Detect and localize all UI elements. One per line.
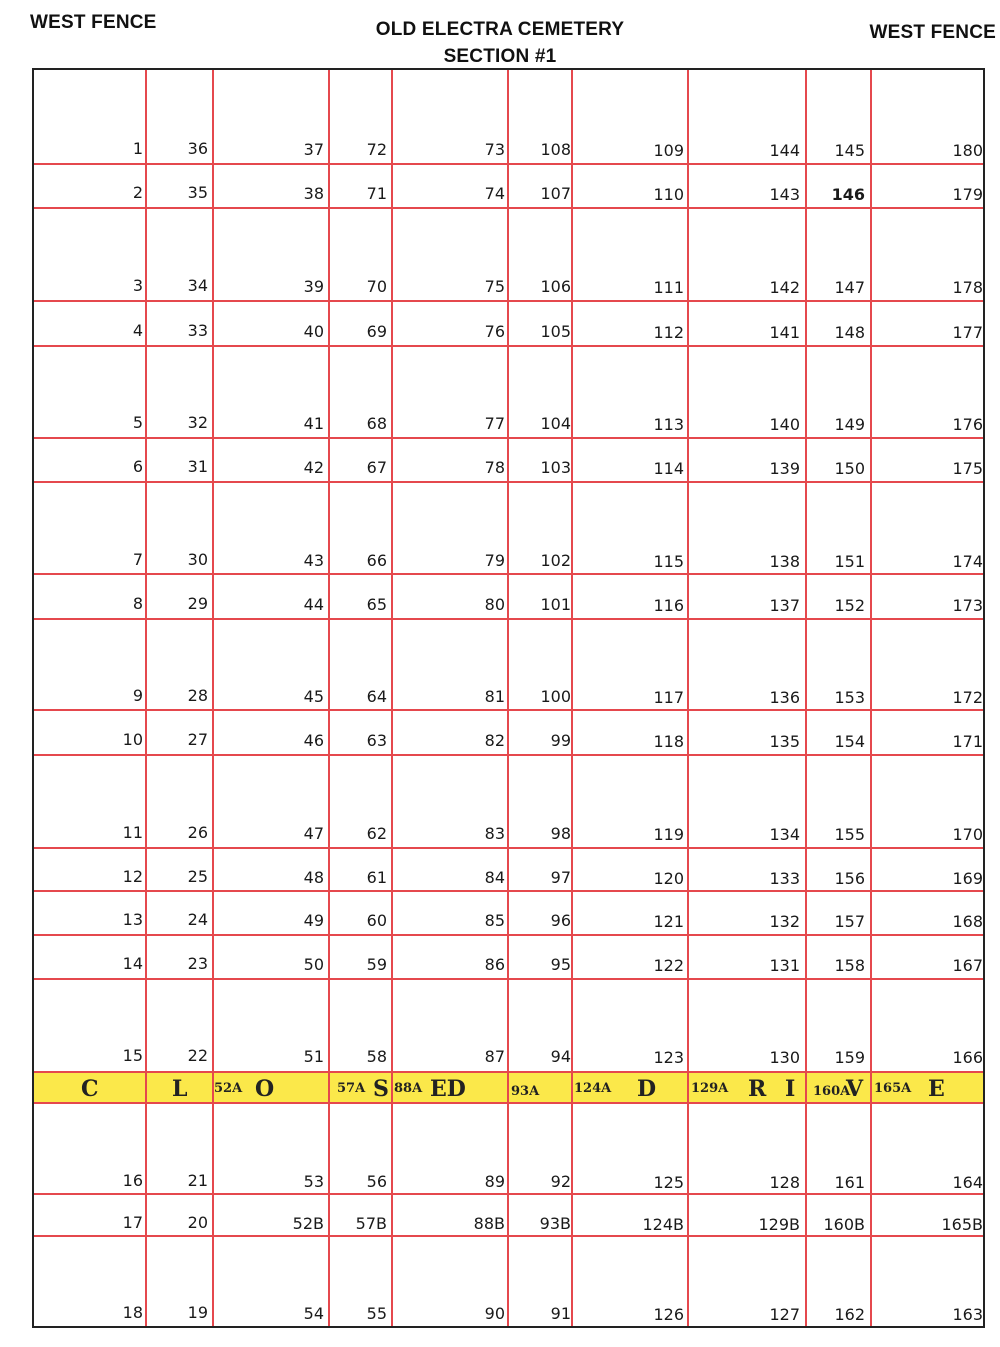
plot-number: 50 [303, 954, 324, 974]
plot-number: 44 [303, 594, 324, 614]
plot-number: 106 [540, 277, 571, 297]
closed-plot-label: 124A [574, 1081, 612, 1096]
closed-letter: D [637, 1076, 657, 1102]
plot-number: 23 [187, 954, 208, 974]
plot-map [32, 68, 985, 1328]
plot-number: 40 [303, 321, 324, 341]
plot-number: 164 [952, 1173, 983, 1193]
plot-number: 76 [484, 322, 505, 341]
plot-number: 93B [539, 1214, 571, 1234]
plot-number: 109 [653, 140, 684, 160]
plot-number: 5 [132, 413, 143, 432]
plot-number: 165B [941, 1215, 983, 1235]
plot-number: 172 [952, 688, 983, 708]
plot-number: 30 [187, 550, 208, 570]
plot-number: 72 [366, 139, 387, 159]
plot-row-line [34, 481, 983, 483]
plot-number: 46 [303, 730, 324, 750]
plot-row-line [34, 163, 983, 165]
plot-row-line [34, 978, 983, 980]
plot-number: 176 [952, 415, 983, 435]
plot-number: 17 [122, 1213, 143, 1232]
cemetery-name: OLD ELECTRA CEMETERY [375, 19, 625, 40]
plot-number: 84 [484, 868, 505, 887]
plot-number: 25 [187, 867, 208, 887]
plot-number: 160B [823, 1215, 865, 1234]
plot-number: 55 [366, 1303, 387, 1323]
closed-plot-label: 57A [337, 1081, 366, 1096]
plot-row-line [34, 1235, 983, 1237]
plot-number: 22 [187, 1046, 208, 1066]
plot-number: 157 [834, 912, 865, 931]
plot-number: 173 [952, 596, 983, 616]
section-label: SECTION #1 [443, 46, 557, 67]
plot-number: 31 [187, 457, 208, 477]
plot-column-line [391, 70, 393, 1326]
closed-letter: V [846, 1076, 864, 1102]
closed-letter: I [785, 1076, 796, 1102]
plot-number: 2 [132, 183, 143, 202]
plot-column-line [571, 70, 573, 1326]
plot-number: 132 [769, 911, 800, 931]
plot-number: 33 [187, 321, 208, 341]
plot-number: 139 [769, 458, 800, 478]
closed-letter: E [928, 1076, 945, 1102]
plot-number: 87 [484, 1047, 505, 1066]
plot-number: 19 [187, 1303, 208, 1323]
plot-number: 11 [122, 823, 143, 842]
plot-number: 8 [132, 594, 143, 613]
plot-row-line [34, 890, 983, 892]
plot-number: 79 [484, 551, 505, 570]
plot-number: 89 [484, 1172, 505, 1191]
plot-number: 145 [834, 141, 865, 160]
plot-number: 96 [550, 911, 571, 931]
closed-letter: O [255, 1076, 275, 1102]
closed-plot-label: 93A [511, 1084, 540, 1099]
plot-column-line [212, 70, 214, 1326]
plot-number: 60 [366, 910, 387, 930]
plot-number: 94 [550, 1047, 571, 1067]
closed-plot-label: 165A [874, 1081, 912, 1096]
plot-number: 59 [366, 954, 387, 974]
plot-number: 88B [473, 1214, 505, 1233]
closed-letter: S [373, 1076, 389, 1102]
plot-number: 169 [952, 869, 983, 889]
plot-number: 3 [132, 276, 143, 295]
plot-number: 124B [642, 1214, 684, 1234]
plot-number: 123 [653, 1047, 684, 1067]
plot-number: 69 [366, 321, 387, 341]
plot-number: 166 [952, 1048, 983, 1068]
plot-number: 133 [769, 868, 800, 888]
plot-number: 32 [187, 413, 208, 433]
plot-number: 110 [653, 184, 684, 204]
plot-number: 29 [187, 594, 208, 614]
plot-number: 85 [484, 911, 505, 930]
plot-number: 136 [769, 687, 800, 707]
plot-number: 81 [484, 687, 505, 706]
plot-number: 41 [303, 413, 324, 433]
plot-number: 120 [653, 868, 684, 888]
plot-number: 112 [653, 322, 684, 342]
plot-number: 39 [303, 276, 324, 296]
plot-number: 119 [653, 824, 684, 844]
plot-number: 24 [187, 910, 208, 930]
plot-row-line [34, 207, 983, 209]
plot-row-line [34, 1193, 983, 1195]
plot-number: 21 [187, 1171, 208, 1191]
plot-number: 111 [653, 277, 684, 297]
closed-plot-label: 160A [813, 1084, 851, 1099]
plot-number: 20 [187, 1213, 208, 1233]
plot-number: 158 [834, 956, 865, 975]
plot-number: 51 [303, 1046, 324, 1066]
plot-row-line [34, 573, 983, 575]
plot-number: 167 [952, 956, 983, 976]
plot-row-line [34, 300, 983, 302]
plot-number: 138 [769, 551, 800, 571]
plot-number: 73 [484, 140, 505, 159]
plot-number: 103 [540, 458, 571, 478]
plot-number: 63 [366, 730, 387, 750]
plot-number: 131 [769, 955, 800, 975]
plot-number: 179 [952, 185, 983, 205]
plot-number: 91 [550, 1304, 571, 1324]
plot-row-line [34, 437, 983, 439]
plot-number: 121 [653, 911, 684, 931]
plot-number: 104 [540, 414, 571, 434]
plot-number: 178 [952, 278, 983, 298]
plot-number: 14 [122, 954, 143, 973]
plot-number: 155 [834, 825, 865, 844]
plot-number: 80 [484, 595, 505, 614]
plot-number: 113 [653, 414, 684, 434]
plot-number: 61 [366, 867, 387, 887]
plot-number: 48 [303, 867, 324, 887]
plot-number: 12 [122, 867, 143, 886]
plot-number: 70 [366, 276, 387, 296]
plot-number: 56 [366, 1171, 387, 1191]
closed-letter: R [748, 1076, 767, 1102]
west-fence-label-left: WEST FENCE [30, 12, 157, 33]
plot-number: 9 [132, 686, 143, 705]
plot-number: 42 [303, 457, 324, 477]
plot-number: 28 [187, 686, 208, 706]
plot-number: 175 [952, 459, 983, 479]
plot-number: 118 [653, 731, 684, 751]
plot-number: 107 [540, 184, 571, 204]
plot-number: 114 [653, 458, 684, 478]
plot-number: 180 [952, 141, 983, 161]
plot-number: 154 [834, 732, 865, 751]
plot-number: 62 [366, 823, 387, 843]
plot-number: 146 [831, 185, 865, 204]
plot-number: 27 [187, 730, 208, 750]
plot-number: 13 [122, 910, 143, 929]
plot-number: 64 [366, 686, 387, 706]
plot-number: 37 [303, 139, 324, 159]
plot-row-line [34, 754, 983, 756]
plot-number: 83 [484, 824, 505, 843]
plot-number: 75 [484, 277, 505, 296]
plot-column-line [870, 70, 872, 1326]
plot-number: 143 [769, 184, 800, 204]
plot-number: 38 [303, 183, 324, 203]
plot-number: 36 [187, 139, 208, 159]
plot-column-line [687, 70, 689, 1326]
plot-number: 15 [122, 1046, 143, 1065]
plot-number: 151 [834, 552, 865, 571]
plot-number: 168 [952, 912, 983, 932]
plot-number: 101 [540, 595, 571, 615]
plot-number: 16 [122, 1171, 143, 1190]
plot-row-line [34, 618, 983, 620]
plot-number: 86 [484, 955, 505, 974]
plot-column-line [507, 70, 509, 1326]
plot-number: 156 [834, 869, 865, 888]
plot-number: 171 [952, 732, 983, 752]
plot-number: 126 [653, 1304, 684, 1324]
plot-number: 35 [187, 183, 208, 203]
plot-row-line [34, 934, 983, 936]
plot-number: 98 [550, 824, 571, 844]
plot-number: 159 [834, 1048, 865, 1067]
plot-number: 78 [484, 458, 505, 477]
plot-number: 45 [303, 686, 324, 706]
plot-number: 6 [132, 457, 143, 476]
plot-number: 102 [540, 551, 571, 571]
plot-number: 152 [834, 596, 865, 615]
plot-number: 47 [303, 823, 324, 843]
plot-number: 125 [653, 1172, 684, 1192]
closed-letter: C [81, 1076, 99, 1102]
plot-number: 117 [653, 687, 684, 707]
plot-number: 43 [303, 550, 324, 570]
plot-number: 7 [132, 550, 143, 569]
plot-number: 34 [187, 276, 208, 296]
plot-number: 161 [834, 1173, 865, 1192]
plot-number: 10 [122, 730, 143, 749]
plot-number: 57B [355, 1213, 387, 1233]
map-title [0, 16, 1000, 70]
plot-number: 150 [834, 459, 865, 478]
plot-number: 162 [834, 1305, 865, 1324]
plot-number: 77 [484, 414, 505, 433]
plot-row-line [34, 847, 983, 849]
plot-number: 149 [834, 415, 865, 434]
plot-number: 170 [952, 825, 983, 845]
closed-letter: L [172, 1076, 188, 1102]
plot-column-line [145, 70, 147, 1326]
plot-number: 71 [366, 183, 387, 203]
plot-number: 153 [834, 688, 865, 707]
plot-number: 105 [540, 322, 571, 342]
plot-number: 127 [769, 1304, 800, 1324]
plot-number: 74 [484, 184, 505, 203]
plot-number: 137 [769, 595, 800, 615]
plot-number: 128 [769, 1172, 800, 1192]
plot-number: 122 [653, 955, 684, 975]
plot-number: 147 [834, 278, 865, 297]
plot-row-line [34, 709, 983, 711]
closed-plot-label: 88A [394, 1081, 423, 1096]
plot-number: 68 [366, 413, 387, 433]
plot-number: 116 [653, 595, 684, 615]
plot-number: 140 [769, 414, 800, 434]
plot-number: 148 [834, 323, 865, 342]
plot-number: 129B [758, 1214, 800, 1234]
plot-number: 26 [187, 823, 208, 843]
plot-number: 53 [303, 1171, 324, 1191]
plot-number: 18 [122, 1303, 143, 1322]
plot-number: 142 [769, 277, 800, 297]
plot-number: 99 [550, 731, 571, 751]
plot-number: 108 [540, 140, 571, 160]
plot-number: 1 [132, 139, 143, 158]
plot-number: 135 [769, 731, 800, 751]
west-fence-label-right: WEST FENCE [869, 22, 996, 43]
plot-number: 95 [550, 955, 571, 975]
plot-number: 163 [952, 1305, 983, 1325]
plot-number: 54 [303, 1303, 324, 1323]
plot-number: 144 [769, 140, 800, 160]
plot-number: 115 [653, 551, 684, 571]
plot-number: 141 [769, 322, 800, 342]
closed-letter: ED [430, 1076, 466, 1102]
plot-number: 4 [132, 321, 143, 340]
plot-row-line [34, 345, 983, 347]
plot-number: 82 [484, 731, 505, 750]
closed-plot-label: 129A [691, 1081, 729, 1096]
closed-plot-label: 52A [214, 1081, 243, 1096]
plot-number: 66 [366, 550, 387, 570]
plot-number: 177 [952, 323, 983, 343]
plot-number: 90 [484, 1304, 505, 1323]
plot-number: 65 [366, 594, 387, 614]
plot-number: 49 [303, 910, 324, 930]
plot-number: 174 [952, 552, 983, 572]
plot-number: 97 [550, 868, 571, 888]
plot-number: 52B [292, 1213, 324, 1233]
plot-number: 92 [550, 1172, 571, 1192]
plot-number: 134 [769, 824, 800, 844]
plot-number: 130 [769, 1047, 800, 1067]
plot-number: 58 [366, 1046, 387, 1066]
plot-number: 100 [540, 687, 571, 707]
plot-number: 67 [366, 457, 387, 477]
